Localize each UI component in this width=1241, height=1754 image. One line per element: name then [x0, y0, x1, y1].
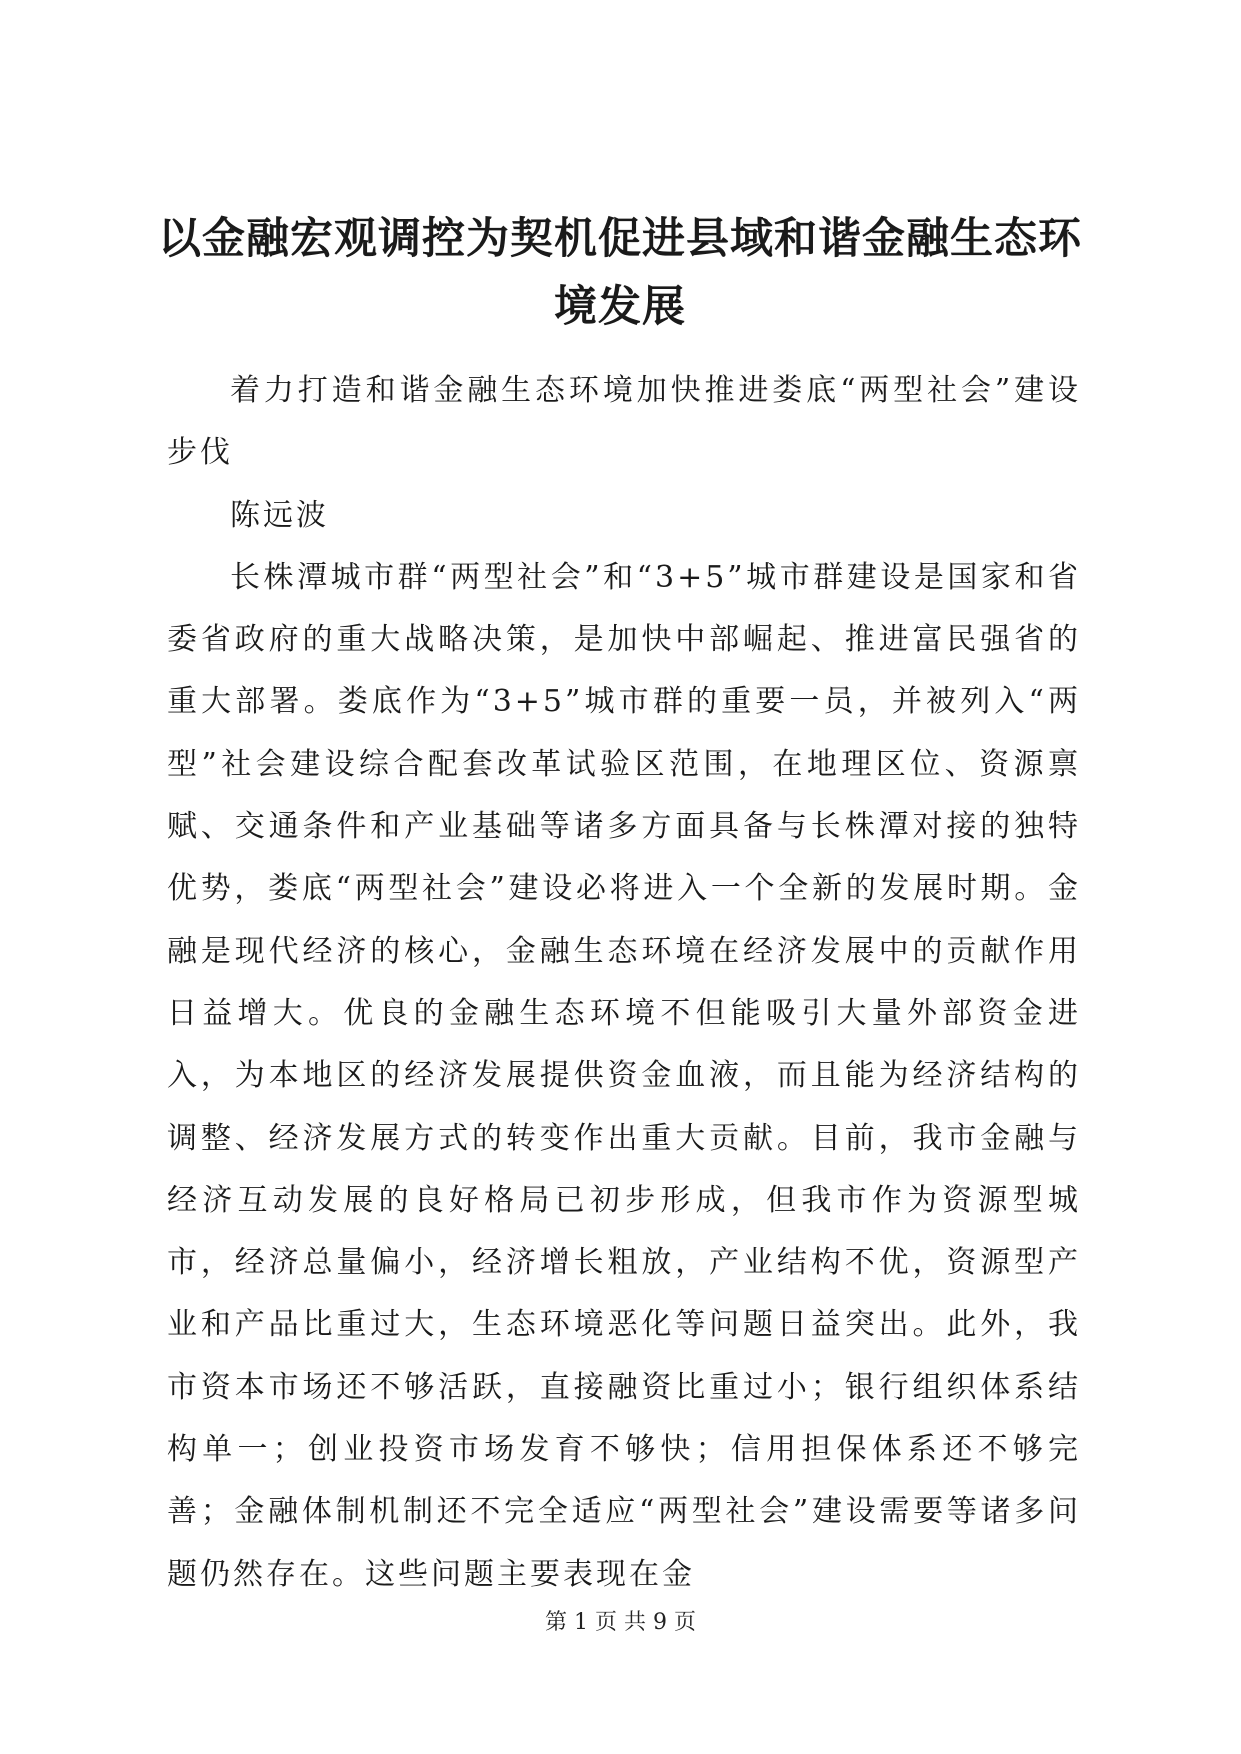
document-title: 以金融宏观调控为契机促进县域和谐金融生态环境发展	[158, 214, 1082, 332]
subtitle-paragraph: 着力打造和谐金融生态环境加快推进娄底“两型社会”建设步伐	[167, 373, 1081, 471]
body-paragraph: 长株潭城市群“两型社会”和“3+5”城市群建设是国家和省委省政府的重大战略决策，是加快中部崛起、推进富民强省的重大部署。娄底作为“3+5”城市群的重要一员，并被列入“两型”社会建设综合配套改革试验区范围，在地理区位、资源禀赋、交通条件和产业基础等诸多方面具备与长株潭对接的独特优势，娄底“两型社会”建设必将进入一个全新的发展时期。金融是现代经济的核心，金融生态环境在经济发展中的贡献作用日益增大。优良的金融生态环境不但能吸引大量外部资金进入，为本地区的经济发展提供资金血液，而且能为经济结构的调整、经济发展方式的转变作出重大贡献。目前，我市金融与经济互动发展的良好格局已初步形成，但我市作为资源型城市，经济总量偏小，经济增长粗放，产业结构不优，资源型产业和产品比重过大，生态环境恶化等问题日益突出。此外，我市资本市场还不够活跃，直接融资比重过小；银行组织体系结构单一；创业投资市场发育不够快；信用担保体系还不够完善；金融体制机制还不完全适应“两型社会”建设需要等诸多问题仍然存在。这些问题主要表现在金	[167, 559, 1081, 1592]
page-footer: 第 1 页 共 9 页	[545, 1610, 696, 1635]
author-paragraph: 陈远波	[230, 497, 329, 533]
document-body	[167, 360, 1081, 1606]
